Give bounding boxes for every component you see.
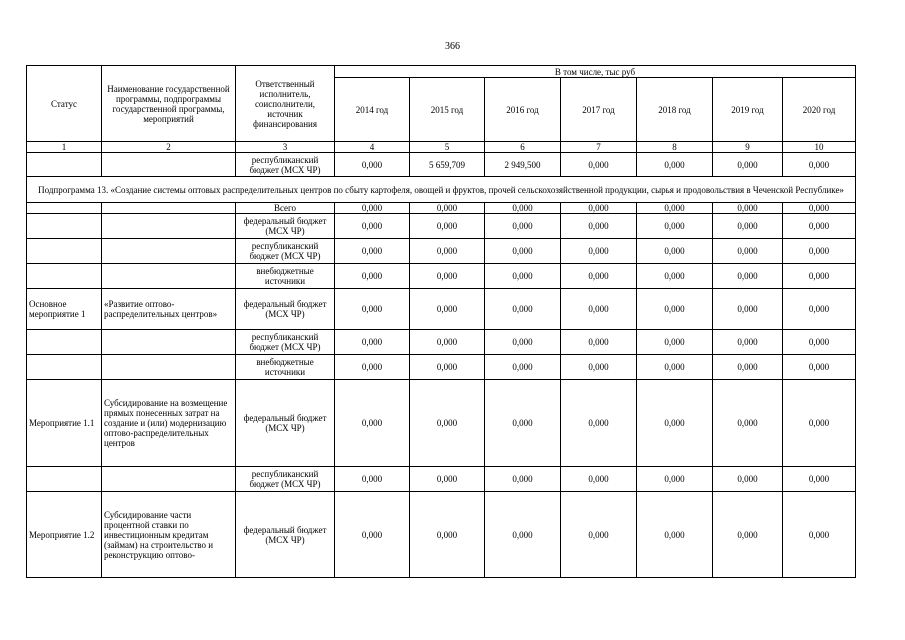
row-status (27, 239, 102, 264)
row-name (102, 264, 236, 289)
row-value: 0,000 (783, 239, 856, 264)
column-number: 3 (236, 142, 335, 153)
row-value: 0,000 (335, 153, 410, 177)
row-value: 0,000 (485, 467, 561, 492)
table-row (27, 214, 856, 239)
row-value: 0,000 (410, 203, 485, 214)
row-value: 0,000 (410, 289, 485, 330)
row-value: 0,000 (410, 355, 485, 380)
row-source: республиканский бюджет (МСХ ЧР) (236, 239, 335, 264)
row-value: 0,000 (713, 203, 783, 214)
row-value: 0,000 (485, 492, 561, 578)
table-row (27, 330, 856, 355)
header-year: 2015 год (410, 78, 485, 142)
row-value: 0,000 (713, 264, 783, 289)
header-status: Статус (27, 66, 102, 142)
row-value: 0,000 (713, 492, 783, 578)
header-year: 2020 год (783, 78, 856, 142)
row-name: «Развитие оптово-распределительных центров» (102, 289, 236, 330)
row-value: 0,000 (713, 380, 783, 467)
row-value: 0,000 (637, 330, 713, 355)
row-value: 0,000 (713, 214, 783, 239)
row-value: 0,000 (410, 492, 485, 578)
row-source: Всего (236, 203, 335, 214)
subprogram-title: Подпрограмма 13. «Создание системы оптовых распределительных центров по сбыту картофеля, овощей и фруктов, прочей сельскохозяйственной продукции, сырья и продовольствия в Чеченской Республике» (27, 177, 856, 203)
row-value: 0,000 (637, 380, 713, 467)
row-value: 0,000 (410, 330, 485, 355)
row-value: 5 659,709 (410, 153, 485, 177)
column-number: 4 (335, 142, 410, 153)
row-value: 0,000 (335, 492, 410, 578)
column-number: 8 (637, 142, 713, 153)
row-value: 0,000 (485, 289, 561, 330)
row-value: 0,000 (335, 203, 410, 214)
row-value: 0,000 (637, 492, 713, 578)
row-value: 0,000 (485, 355, 561, 380)
row-value: 0,000 (783, 330, 856, 355)
row-source: федеральный бюджет (МСХ ЧР) (236, 289, 335, 330)
row-status (27, 203, 102, 214)
row-status (27, 355, 102, 380)
row-status: Основное мероприятие 1 (27, 289, 102, 330)
header-name: Наименование государственной программы, подпрограммы государственной программы, мероприятий (102, 66, 236, 142)
row-name: Субсидирование на возмещение прямых понесенных затрат на создание и (или) модернизацию оптово-распределительных центров (102, 380, 236, 467)
row-value: 0,000 (637, 355, 713, 380)
row-value: 0,000 (335, 330, 410, 355)
row-status (27, 214, 102, 239)
row-value: 0,000 (713, 467, 783, 492)
row-value: 0,000 (335, 264, 410, 289)
header-responsible: Ответственный исполнитель, соисполнители, источник финансирования (236, 66, 335, 142)
row-value: 0,000 (637, 239, 713, 264)
row-value: 0,000 (783, 467, 856, 492)
column-number: 9 (713, 142, 783, 153)
row-value: 0,000 (561, 239, 637, 264)
column-number: 6 (485, 142, 561, 153)
row-value: 0,000 (485, 239, 561, 264)
table-row (27, 380, 856, 467)
row-status (27, 330, 102, 355)
row-source: республиканский бюджет (МСХ ЧР) (236, 153, 335, 177)
row-value: 0,000 (637, 467, 713, 492)
row-value: 0,000 (637, 264, 713, 289)
row-status: Мероприятие 1.2 (27, 492, 102, 578)
row-value: 0,000 (713, 355, 783, 380)
row-value: 0,000 (335, 289, 410, 330)
row-value: 0,000 (561, 289, 637, 330)
row-name (102, 239, 236, 264)
row-status (27, 264, 102, 289)
row-value: 0,000 (783, 214, 856, 239)
row-value: 0,000 (561, 355, 637, 380)
row-value: 0,000 (561, 214, 637, 239)
row-value: 0,000 (410, 264, 485, 289)
row-value: 0,000 (485, 380, 561, 467)
row-value: 0,000 (335, 380, 410, 467)
row-value: 0,000 (335, 467, 410, 492)
row-name (102, 355, 236, 380)
row-value: 0,000 (485, 214, 561, 239)
row-value: 0,000 (783, 355, 856, 380)
row-value: 0,000 (335, 355, 410, 380)
row-value: 0,000 (783, 380, 856, 467)
row-name (102, 467, 236, 492)
row-value: 0,000 (783, 289, 856, 330)
row-value: 0,000 (410, 467, 485, 492)
table-row (27, 153, 856, 177)
row-name (102, 214, 236, 239)
header-year: 2018 год (637, 78, 713, 142)
row-status (27, 467, 102, 492)
row-value: 0,000 (485, 203, 561, 214)
row-value: 0,000 (713, 153, 783, 177)
table-row (27, 239, 856, 264)
header-year: 2017 год (561, 78, 637, 142)
row-source: республиканский бюджет (МСХ ЧР) (236, 467, 335, 492)
column-number-row (27, 142, 856, 153)
row-value: 0,000 (637, 153, 713, 177)
row-status: Мероприятие 1.1 (27, 380, 102, 467)
row-value: 0,000 (485, 264, 561, 289)
row-value: 0,000 (561, 264, 637, 289)
row-source: республиканский бюджет (МСХ ЧР) (236, 330, 335, 355)
row-name (102, 330, 236, 355)
row-name (102, 153, 236, 177)
row-value: 0,000 (713, 239, 783, 264)
row-value: 0,000 (561, 330, 637, 355)
table-row (27, 467, 856, 492)
row-value: 0,000 (637, 289, 713, 330)
row-value: 0,000 (783, 153, 856, 177)
row-value: 0,000 (783, 203, 856, 214)
header-year: 2014 год (335, 78, 410, 142)
row-source: федеральный бюджет (МСХ ЧР) (236, 492, 335, 578)
row-source: федеральный бюджет (МСХ ЧР) (236, 380, 335, 467)
row-status (27, 153, 102, 177)
row-name: Субсидирование части процентной ставки по инвестиционным кредитам (займам) на строительство и реконструкцию оптово- (102, 492, 236, 578)
header-including: В том числе, тыс руб (335, 66, 856, 78)
row-value: 0,000 (561, 492, 637, 578)
table-row (27, 264, 856, 289)
row-value: 0,000 (410, 214, 485, 239)
row-value: 0,000 (485, 330, 561, 355)
row-value: 0,000 (637, 203, 713, 214)
row-value: 0,000 (783, 264, 856, 289)
table-row (27, 289, 856, 330)
column-number: 2 (102, 142, 236, 153)
row-value: 0,000 (783, 492, 856, 578)
row-value: 0,000 (335, 239, 410, 264)
page-number: 366 (445, 41, 460, 52)
header-year: 2016 год (485, 78, 561, 142)
budget-table (26, 65, 856, 578)
column-number: 5 (410, 142, 485, 153)
table-row (27, 492, 856, 578)
table-row (27, 355, 856, 380)
subprogram-row (27, 177, 856, 203)
row-source: внебюджетные источники (236, 264, 335, 289)
row-value: 0,000 (410, 239, 485, 264)
row-value: 0,000 (713, 330, 783, 355)
column-number: 7 (561, 142, 637, 153)
row-value: 0,000 (410, 380, 485, 467)
row-value: 0,000 (637, 214, 713, 239)
row-value: 0,000 (561, 380, 637, 467)
row-value: 0,000 (561, 203, 637, 214)
row-value: 0,000 (335, 214, 410, 239)
row-value: 0,000 (561, 153, 637, 177)
row-source: внебюджетные источники (236, 355, 335, 380)
row-value: 2 949,500 (485, 153, 561, 177)
row-source: федеральный бюджет (МСХ ЧР) (236, 214, 335, 239)
row-name (102, 203, 236, 214)
column-number: 10 (783, 142, 856, 153)
column-number: 1 (27, 142, 102, 153)
table-row (27, 203, 856, 214)
header-year: 2019 год (713, 78, 783, 142)
row-value: 0,000 (561, 467, 637, 492)
row-value: 0,000 (713, 289, 783, 330)
